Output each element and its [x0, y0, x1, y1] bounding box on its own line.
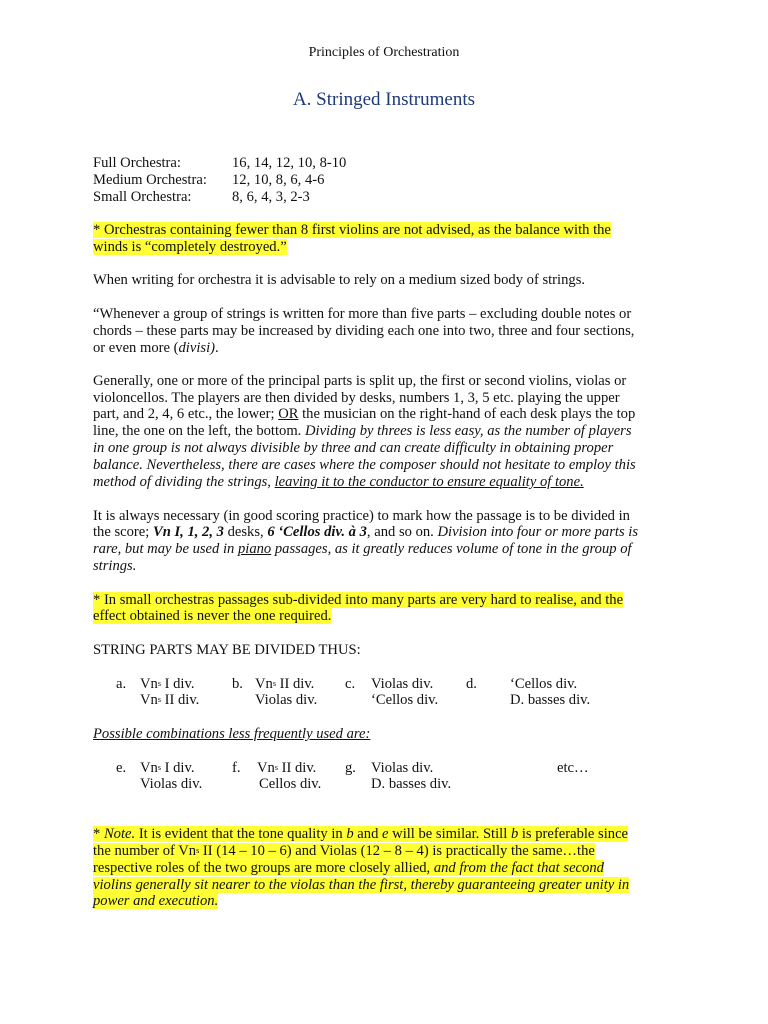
paragraph-medium-strings: When writing for orchestra it is advisable to rely on a medium sized body of strings. [93, 272, 586, 288]
combo-item: Vn$^s$ II div. [257, 760, 317, 776]
combo-item: Violas div. [255, 692, 318, 708]
text-line: balance. Nevertheless, there are cases where the composer should not hesitate to employ this [93, 457, 636, 473]
less-frequent-heading: Possible combinations less frequently used are: [93, 726, 371, 742]
combo-item: Vn$^s$ II div. [255, 676, 315, 692]
size-value-medium: 12, 10, 8, 6, 4-6 [232, 172, 325, 188]
text-line: It is always necessary (in good scoring practice) to mark how the passage is to be divided in [93, 508, 630, 524]
text-line: line, the one on the left, the bottom. Dividing by threes is less easy, as the number of players [93, 423, 632, 439]
combo-item: D. basses div. [371, 776, 452, 792]
note-line: * In small orchestras passages sub-divided into many parts are very hard to realise, and the [93, 592, 624, 608]
combo-letter: b. [232, 676, 243, 692]
text-line: power and execution. [93, 893, 219, 909]
combo-item: Vn$^s$ II div. [140, 692, 200, 708]
text-line: the score; Vn I, 1, 2, 3 desks, 6 ‘Cellos div. à 3, and so on. Division into four or more parts is [93, 524, 639, 540]
text-line: strings. [93, 558, 137, 574]
divided-heading: STRING PARTS MAY BE DIVIDED THUS: [93, 642, 361, 658]
combo-item: Vn$^s$ I div. [140, 760, 195, 776]
combo-item: D. basses div. [510, 692, 591, 708]
size-label-medium: Medium Orchestra: [93, 172, 207, 188]
text-line: violoncellos. The players are then divided by desks, numbers 1, 3, 5 etc. playing the upper [93, 390, 620, 406]
text-line: violins generally sit nearer to the violas than the first, thereby guaranteeing greater unity in [93, 877, 630, 893]
text-line: part, and 2, 4, 6 etc., the lower; OR the musician on the right-hand of each desk plays the top [93, 406, 636, 422]
section-title: A. Stringed Instruments [292, 89, 476, 110]
text-line: rare, but may be used in piano passages, as it greatly reduces volume of tone in the group of [93, 541, 632, 557]
text-line: chords – these parts may be increased by dividing each one into two, three and four sections, [93, 323, 635, 339]
combo-letter: g. [345, 760, 356, 776]
text-line: Generally, one or more of the principal parts is split up, the first or second violins, violas or [93, 373, 627, 389]
text-line: * Note. It is evident that the tone quality in b and e will be similar. Still b is preferable since [93, 826, 629, 842]
note-line: * Orchestras containing fewer than 8 first violins are not advised, as the balance with the [93, 222, 611, 238]
combo-letter: a. [116, 676, 127, 692]
combo-letter: d. [466, 676, 477, 692]
size-label-full: Full Orchestra: [93, 155, 181, 171]
text-line: the number of Vn$^s$ II (14 – 10 – 6) and Violas (12 – 8 – 4) is practically the same…the [93, 843, 595, 859]
text-line: respective roles of the two groups are more closely allied, and from the fact that second [93, 860, 604, 876]
text-line: “Whenever a group of strings is written for more than five parts – excluding double notes or [93, 306, 632, 322]
combo-item: Violas div. [140, 776, 203, 792]
combo-letter: c. [345, 676, 356, 692]
note-line: winds is “completely destroyed.” [93, 239, 287, 255]
combo-item: Vn$^s$ I div. [140, 676, 195, 692]
size-value-small: 8, 6, 4, 3, 2-3 [232, 189, 310, 205]
running-title: Principles of Orchestration [308, 45, 460, 60]
combo-item: ‘Cellos div. [371, 692, 439, 708]
text-line: method of dividing the strings, leaving it to the conductor to ensure equality of tone. [93, 474, 584, 490]
size-label-small: Small Orchestra: [93, 189, 192, 205]
text-line: in one group is not always divisible by three and can create difficulty in obtaining proper [93, 440, 614, 456]
size-value-full: 16, 14, 12, 10, 8-10 [232, 155, 347, 171]
combo-item: Violas div. [371, 760, 434, 776]
note-line: effect obtained is never the one required. [93, 608, 332, 624]
combo-letter: f. [232, 760, 241, 776]
combo-etc: etc… [557, 760, 589, 776]
combo-letter: e. [116, 760, 127, 776]
combo-item: ‘Cellos div. [510, 676, 578, 692]
combo-item: Cellos div. [259, 776, 322, 792]
combo-item: Violas div. [371, 676, 434, 692]
text-line: or even more (divisi). [93, 340, 219, 356]
